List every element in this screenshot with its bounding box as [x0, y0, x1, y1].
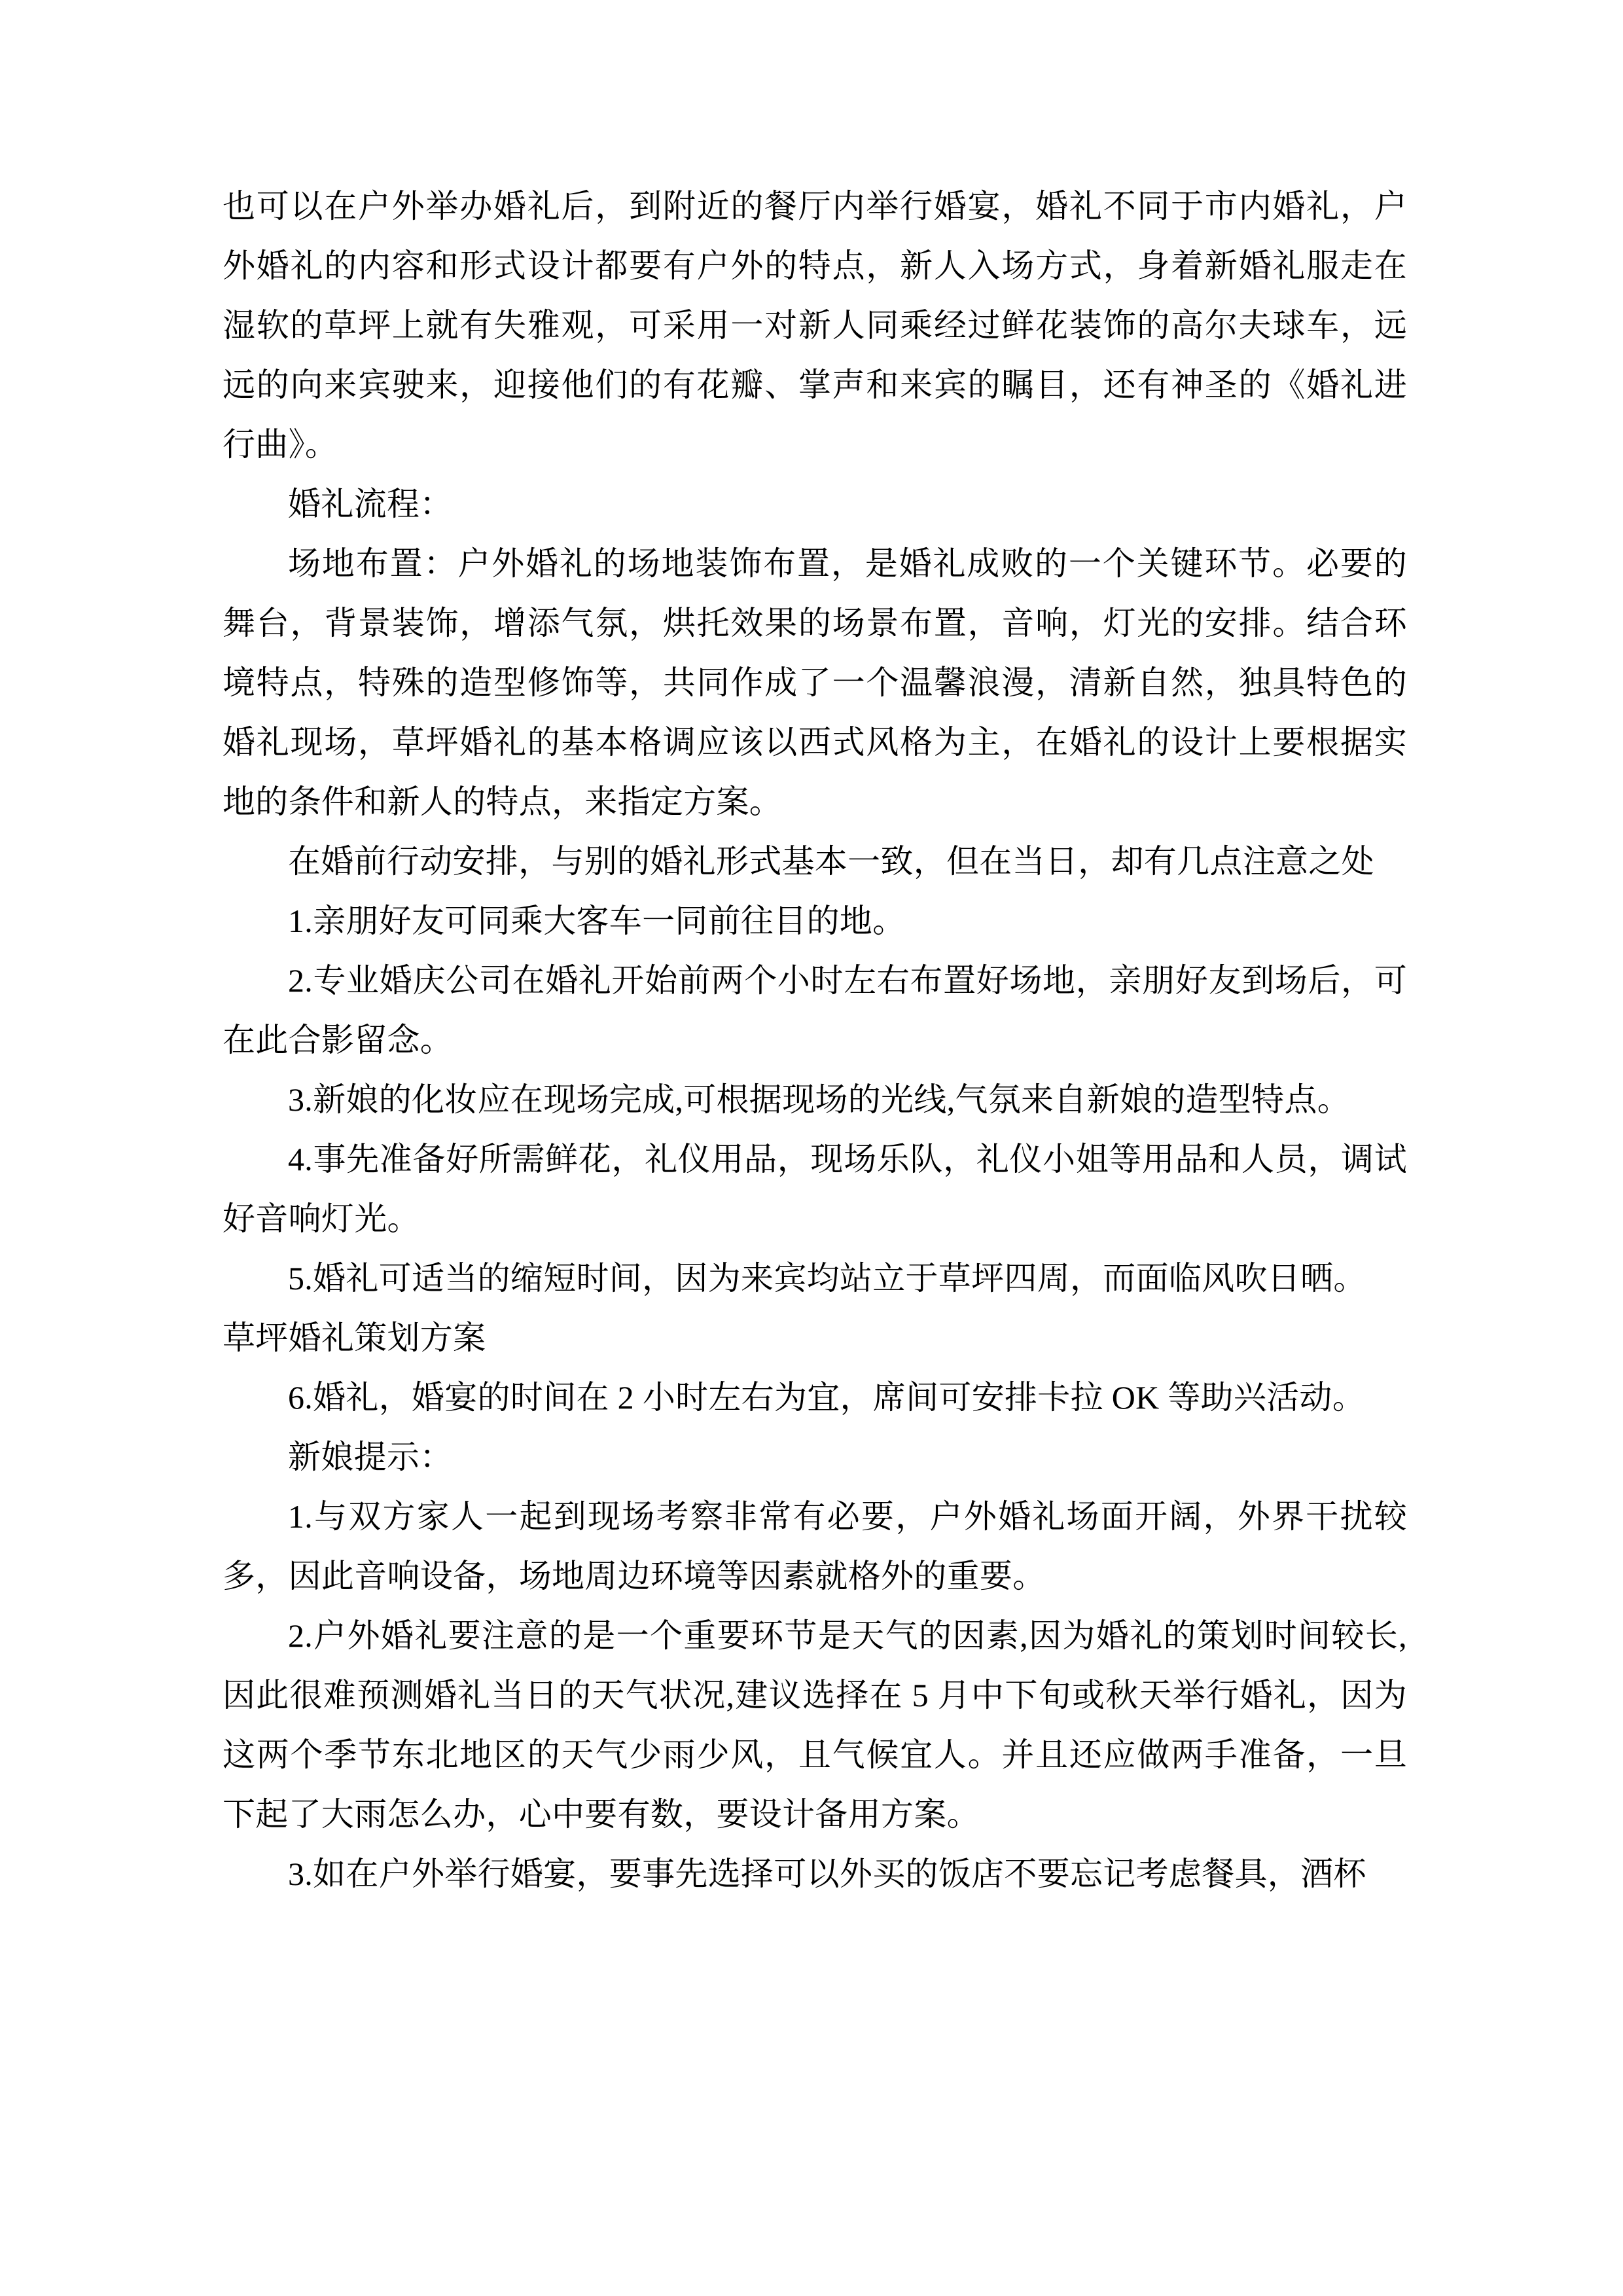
paragraph-tip-3: 3.如在户外举行婚宴，要事先选择可以外买的饭店不要忘记考虑餐具，酒杯: [288, 1856, 1366, 1892]
paragraph-item-5: 5.婚礼可适当的缩短时间，因为来宾均站立于草坪四周，而面临风吹日晒。: [288, 1260, 1366, 1297]
paragraph-prewedding-note: 在婚前行动安排，与别的婚礼形式基本一致，但在当日，却有几点注意之处: [288, 843, 1374, 880]
paragraph-item-4: 4.事先准备好所需鲜花，礼仪用品，现场乐队，礼仪小姐等用品和人员，调试好音响灯光。: [223, 1141, 1407, 1237]
running-title: 草坪婚礼策划方案: [223, 1319, 486, 1356]
paragraph-item-1: 1.亲朋好友可同乘大客车一同前往目的地。: [288, 903, 906, 939]
paragraph-tip-1: 1.与双方家人一起到现场考察非常有必要，户外婚礼场面开阔，外界干扰较多，因此音响设备，场地周边环境等因素就格外的重要。: [223, 1498, 1407, 1594]
document-body: [223, 177, 1407, 1904]
paragraph-venue-setup: 场地布置：户外婚礼的场地装饰布置，是婚礼成败的一个关键环节。必要的舞台，背景装饰，增添气氛，烘托效果的场景布置，音响，灯光的安排。结合环境特点，特殊的造型修饰等，共同作成了一个温馨浪漫，清新自然，独具特色的婚礼现场，草坪婚礼的基本格调应该以西式风格为主，在婚礼的设计上要根据实地的条件和新人的特点，来指定方案。: [223, 545, 1407, 820]
paragraph-heading-bride-tips: 新娘提示：: [288, 1439, 453, 1475]
paragraph-tip-2: 2.户外婚礼要注意的是一个重要环节是天气的因素,因为婚礼的策划时间较长,因此很难预测婚礼当日的天气状况,建议选择在 5 月中下旬或秋天举行婚礼，因为这两个季节东北地区的天气少雨少风，且气候宜人。并且还应做两手准备，一旦下起了大雨怎么办，心中要有数，要设计备用方案。: [223, 1617, 1407, 1833]
paragraph-item-2: 2.专业婚庆公司在婚礼开始前两个小时左右布置好场地，亲朋好友到场后，可在此合影留念。: [223, 962, 1407, 1058]
paragraph-heading-process: 婚礼流程：: [288, 486, 453, 522]
paragraph-intro: 也可以在户外举办婚礼后，到附近的餐厅内举行婚宴，婚礼不同于市内婚礼，户外婚礼的内容和形式设计都要有户外的特点，新人入场方式，身着新婚礼服走在湿软的草坪上就有失雅观，可采用一对新人同乘经过鲜花装饰的高尔夫球车，远远的向来宾驶来，迎接他们的有花瓣、掌声和来宾的瞩目，还有神圣的《婚礼进行曲》。: [223, 188, 1407, 463]
paragraph-item-6: 6.婚礼，婚宴的时间在 2 小时左右为宜，席间可安排卡拉 OK 等助兴活动。: [288, 1379, 1366, 1416]
paragraph-item-3: 3.新娘的化妆应在现场完成,可根据现场的光线,气氛来自新娘的造型特点。: [288, 1081, 1350, 1118]
